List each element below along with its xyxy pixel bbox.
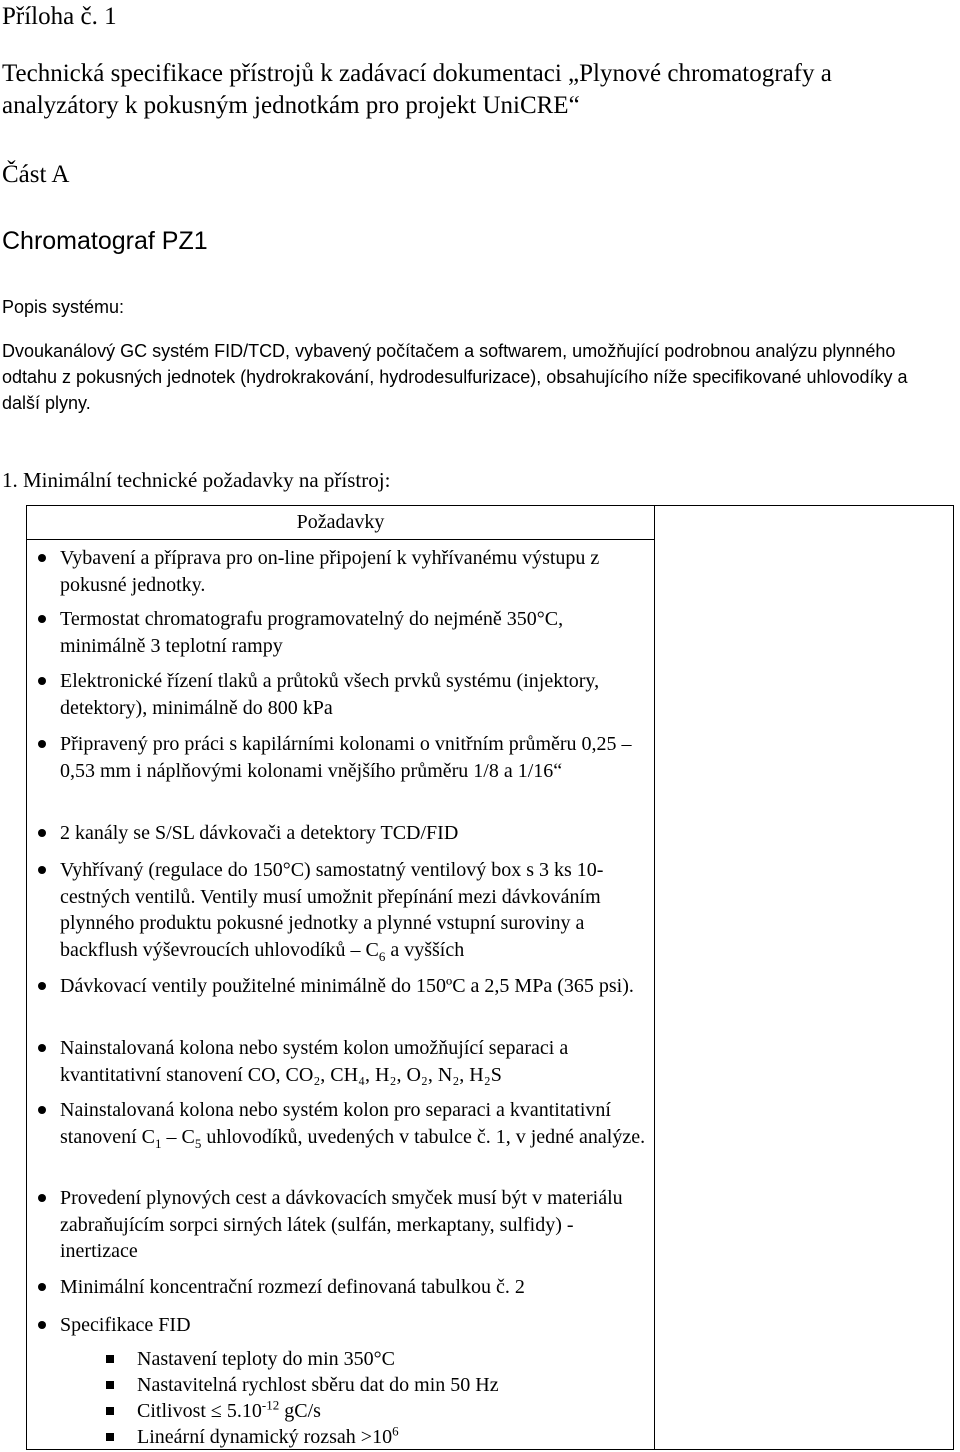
list-item: Vybavení a příprava pro on-line připojení k vyhřívanému výstupu z pokusné jednotky. bbox=[60, 545, 652, 598]
fid-spec-item: Citlivost ≤ $5.10^{-12}$ gC/s bbox=[137, 1398, 647, 1424]
description-heading: Popis systému: bbox=[2, 297, 125, 317]
bullet-icon bbox=[38, 615, 46, 623]
square-bullet-icon bbox=[106, 1355, 114, 1363]
section-heading: 1. Minimální technické požadavky na přístroj: bbox=[2, 468, 391, 492]
bullet-icon bbox=[38, 677, 46, 685]
list-item: 2 kanály se S/SL dávkovači a detektory TCD/FID bbox=[60, 820, 652, 847]
fid-spec-item: Nastavitelná rychlost sběru dat do min 50 Hz bbox=[137, 1372, 647, 1398]
bullet-icon bbox=[38, 1283, 46, 1291]
bullet-icon bbox=[38, 1044, 46, 1052]
list-item: Elektronické řízení tlaků a průtoků všech prvků systému (injektory, detektory), minimálně do 800 kPa bbox=[60, 668, 652, 721]
document-title: Technická specifikace přístrojů k zadávací dokumentaci „Plynové chromatografy a analyzátory k pokusným jednotkám pro projekt UniCRE“ bbox=[2, 60, 832, 119]
fid-spec-item: Lineární dynamický rozsah $>10^6$ bbox=[137, 1424, 647, 1450]
list-item: Připravený pro práci s kapilárními kolonami o vnitřním průměru 0,25 – 0,53 mm i náplňovými kolonami vnějšího průměru 1/8 a 1/16“ bbox=[60, 731, 652, 784]
chromatograph-heading: Chromatograf PZ1 bbox=[2, 227, 208, 255]
gas-species-list: CO, CO₂, CH₄, H₂, O₂, N₂, H₂S bbox=[247, 1063, 502, 1086]
list-item: Vyhřívaný (regulace do 150°C) samostatný ventilový box s 3 ks 10-cestných ventilů. Ventily musí umožnit přepínání mezi dávkováním plynného produktu pokusné jednotky a plynné vstupní suroviny a backflush výševroucích uhlovodíků – $C_6$ a vyšších bbox=[60, 857, 652, 963]
requirements-table bbox=[26, 505, 954, 1450]
list-item: Minimální koncentrační rozmezí definovaná tabulkou č. 2 bbox=[60, 1274, 652, 1301]
fid-spec-item: Nastavení teploty do min 350°C bbox=[137, 1346, 647, 1372]
list-item: Nainstalovaná kolona nebo systém kolon pro separaci a kvantitativní stanovení $C_1 - C_5$ uhlovodíků, uvedených v tabulce č. 1, v jedné analýze. bbox=[60, 1097, 652, 1150]
column-divider bbox=[654, 506, 655, 1449]
list-item: Nainstalovaná kolona nebo systém kolon umožňující separaci a kvantitativní stanovení CO, CO₂, CH₄, H₂, O₂, N₂, H₂S bbox=[60, 1035, 652, 1088]
bullet-icon bbox=[38, 866, 46, 874]
header-divider bbox=[27, 539, 654, 540]
list-item: Termostat chromatografu programovatelný do nejméně 350°C, minimálně 3 teplotní rampy bbox=[60, 606, 652, 659]
annex-label: Příloha č. 1 bbox=[2, 3, 117, 30]
list-item: Specifikace FID bbox=[60, 1312, 652, 1339]
bullet-icon bbox=[38, 554, 46, 562]
part-heading: Část A bbox=[2, 161, 70, 188]
square-bullet-icon bbox=[106, 1407, 114, 1415]
list-item: Dávkovací ventily použitelné minimálně do 150ºC a 2,5 MPa (365 psi). bbox=[60, 973, 652, 1000]
description-text: Dvoukanálový GC systém FID/TCD, vybavený počítačem a softwarem, umožňující podrobnou analýzu plynného odtahu z pokusných jednotek (hydrokrakování, hydrodesulfurizace), obsahujícího níže specifikované uhlovodíky a další plyny. bbox=[2, 341, 908, 413]
square-bullet-icon bbox=[106, 1433, 114, 1441]
square-bullet-icon bbox=[106, 1381, 114, 1389]
bullet-icon bbox=[38, 740, 46, 748]
bullet-icon bbox=[38, 1194, 46, 1202]
bullet-icon bbox=[38, 982, 46, 990]
table-header: Požadavky bbox=[296, 511, 385, 533]
list-item: Provedení plynových cest a dávkovacích smyček musí být v materiálu zabraňujícím sorpci sirných látek (sulfán, merkaptany, sulfidy) - inertizace bbox=[60, 1185, 652, 1265]
bullet-icon bbox=[38, 829, 46, 837]
bullet-icon bbox=[38, 1321, 46, 1329]
bullet-icon bbox=[38, 1106, 46, 1114]
